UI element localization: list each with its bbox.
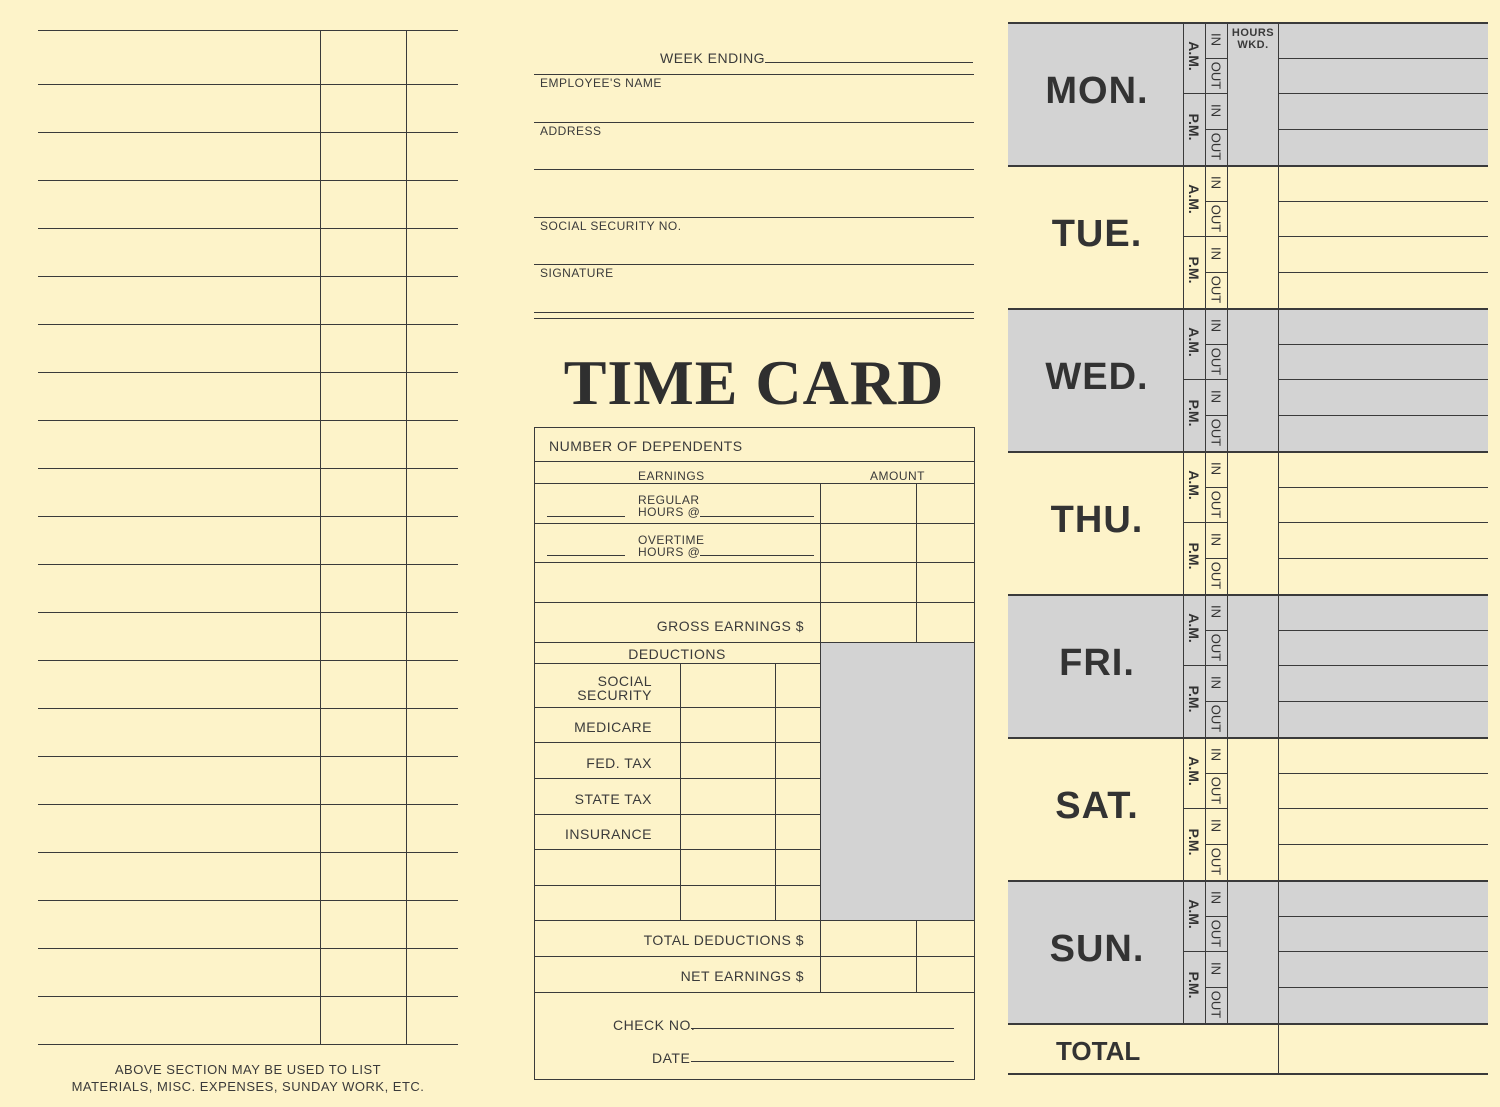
- rule: [534, 814, 821, 815]
- ledger-row[interactable]: [38, 948, 458, 949]
- ledger-row[interactable]: [38, 612, 458, 613]
- in-label: IN: [1208, 33, 1224, 46]
- ledger-row[interactable]: [38, 372, 458, 373]
- week-ending-field[interactable]: [765, 62, 973, 63]
- out-label: OUT: [1208, 847, 1224, 876]
- signature-label: SIGNATURE: [540, 266, 614, 280]
- total-deductions-label: TOTAL DEDUCTIONS $: [643, 932, 804, 948]
- fed-tax-label: FED. TAX: [586, 755, 652, 771]
- time-entry-wed-2[interactable]: [1280, 345, 1486, 379]
- ledger-row[interactable]: [38, 708, 458, 709]
- rule: [534, 602, 974, 603]
- rule: [1008, 1073, 1488, 1075]
- day-label-sat: SAT.: [1055, 785, 1139, 827]
- am-label: A.M.: [1186, 756, 1202, 786]
- signature-field[interactable]: [534, 264, 974, 265]
- time-entry-fri-3[interactable]: [1280, 667, 1486, 701]
- check-no-label: CHECK NO.: [613, 1017, 696, 1033]
- time-entry-tue-2[interactable]: [1280, 202, 1486, 236]
- time-entry-tue-4[interactable]: [1280, 274, 1486, 308]
- out-label: OUT: [1208, 990, 1224, 1019]
- ledger-row[interactable]: [38, 996, 458, 997]
- out-label: OUT: [1208, 275, 1224, 304]
- page-title: TIME CARD: [563, 347, 945, 418]
- entry-rule: [1278, 236, 1488, 237]
- am-label: A.M.: [1186, 41, 1202, 71]
- time-entry-tue-1[interactable]: [1280, 166, 1486, 200]
- rule: [534, 956, 974, 957]
- in-label: IN: [1208, 462, 1224, 475]
- pm-label: P.M.: [1186, 685, 1202, 713]
- out-label: OUT: [1208, 61, 1224, 90]
- am-label: A.M.: [1186, 327, 1202, 357]
- day-label-tue: TUE.: [1051, 213, 1143, 255]
- time-entry-wed-3[interactable]: [1280, 381, 1486, 415]
- time-entry-mon-1[interactable]: [1280, 23, 1486, 57]
- gross-earnings-label: GROSS EARNINGS $: [656, 618, 804, 634]
- column-divider: [1227, 880, 1228, 1023]
- in-label: IN: [1208, 891, 1224, 904]
- entry-rule: [1278, 951, 1488, 952]
- time-entry-thu-1[interactable]: [1280, 452, 1486, 486]
- ledger-row[interactable]: [38, 84, 458, 85]
- entry-rule: [1278, 701, 1488, 702]
- time-entry-thu-2[interactable]: [1280, 488, 1486, 522]
- regular-label: REGULAR: [638, 493, 700, 507]
- out-label: OUT: [1208, 633, 1224, 662]
- in-label: IN: [1208, 962, 1224, 975]
- ledger-row[interactable]: [38, 228, 458, 229]
- rule: [820, 642, 821, 992]
- social-label: SOCIAL: [597, 673, 652, 689]
- ledger-note-line1: ABOVE SECTION MAY BE USED TO LIST: [114, 1062, 382, 1077]
- time-entry-fri-2[interactable]: [1280, 631, 1486, 665]
- out-label: OUT: [1208, 347, 1224, 376]
- hours-header: HOURS: [1231, 27, 1275, 39]
- time-entry-sat-4[interactable]: [1280, 846, 1486, 880]
- in-label: IN: [1208, 104, 1224, 117]
- rule: [534, 707, 821, 708]
- in-label: IN: [1208, 605, 1224, 618]
- ledger-row[interactable]: [38, 852, 458, 853]
- day-label-sun: SUN.: [1049, 928, 1145, 970]
- employee-name-label: EMPLOYEE'S NAME: [540, 76, 662, 90]
- time-entry-sun-2[interactable]: [1280, 917, 1486, 951]
- time-entry-thu-4[interactable]: [1280, 560, 1486, 594]
- ledger-row[interactable]: [38, 900, 458, 901]
- time-entry-wed-1[interactable]: [1280, 309, 1486, 343]
- out-label: OUT: [1208, 418, 1224, 447]
- ledger-column-divider: [320, 30, 321, 1044]
- out-label: OUT: [1208, 776, 1224, 805]
- rule: [534, 885, 821, 886]
- ssn-field[interactable]: [534, 217, 974, 218]
- hours-worked-tue[interactable]: [1229, 167, 1277, 306]
- in-label: IN: [1208, 319, 1224, 332]
- hours-worked-fri[interactable]: [1229, 596, 1277, 735]
- in-label: IN: [1208, 176, 1224, 189]
- net-earnings-label: NET EARNINGS $: [680, 968, 804, 984]
- date-field[interactable]: [691, 1061, 954, 1062]
- column-divider: [1227, 308, 1228, 451]
- time-entry-sun-4[interactable]: [1280, 989, 1486, 1023]
- time-entry-sun-1[interactable]: [1280, 881, 1486, 915]
- time-entry-fri-4[interactable]: [1280, 703, 1486, 737]
- hours-worked-sun[interactable]: [1229, 882, 1277, 1021]
- state-tax-label: STATE TAX: [574, 791, 652, 807]
- rule: [1278, 1022, 1279, 1074]
- out-label: OUT: [1208, 704, 1224, 733]
- ledger-row[interactable]: [38, 324, 458, 325]
- out-label: OUT: [1208, 561, 1224, 590]
- ledger-row[interactable]: [38, 276, 458, 277]
- address-label: ADDRESS: [540, 124, 602, 138]
- address-line-2-field[interactable]: [534, 169, 974, 170]
- ledger-note-line2: MATERIALS, MISC. EXPENSES, SUNDAY WORK, ETC.: [71, 1079, 425, 1094]
- out-label: OUT: [1208, 919, 1224, 948]
- in-label: IN: [1208, 533, 1224, 546]
- divider-line: [534, 312, 974, 313]
- pm-label: P.M.: [1186, 399, 1202, 427]
- out-label: OUT: [1208, 490, 1224, 519]
- ledger-row[interactable]: [38, 468, 458, 469]
- regular-hours-at-label: HOURS @: [638, 505, 701, 519]
- rule: [534, 992, 974, 993]
- am-label: A.M.: [1186, 613, 1202, 643]
- date-label: DATE: [652, 1050, 691, 1066]
- rule: [534, 663, 821, 664]
- column-divider: [1227, 737, 1228, 880]
- hours-worked-thu[interactable]: [1229, 453, 1277, 592]
- column-divider: [1227, 451, 1228, 594]
- rule: [534, 483, 974, 484]
- ledger-row[interactable]: [38, 660, 458, 661]
- time-entry-sun-3[interactable]: [1280, 953, 1486, 987]
- time-entry-sat-2[interactable]: [1280, 774, 1486, 808]
- earnings-header: EARNINGS: [638, 469, 705, 483]
- employee-name-field[interactable]: [534, 74, 974, 75]
- rule: [534, 849, 821, 850]
- in-label: IN: [1208, 819, 1224, 832]
- divider-line: [534, 318, 974, 319]
- amount-header: AMOUNT: [870, 469, 925, 483]
- time-entry-tue-3[interactable]: [1280, 238, 1486, 272]
- day-label-wed: WED.: [1045, 356, 1149, 398]
- rule: [534, 642, 974, 643]
- out-label: OUT: [1208, 132, 1224, 161]
- time-entry-sat-1[interactable]: [1280, 738, 1486, 772]
- wkd-header: WKD.: [1237, 39, 1269, 51]
- hours-worked-sat[interactable]: [1229, 739, 1277, 878]
- time-entry-mon-2[interactable]: [1280, 59, 1486, 93]
- check-no-field[interactable]: [691, 1028, 954, 1029]
- time-entry-thu-3[interactable]: [1280, 524, 1486, 558]
- rule: [534, 742, 821, 743]
- insurance-label: INSURANCE: [565, 826, 652, 842]
- am-label: A.M.: [1186, 184, 1202, 214]
- hours-worked-wed[interactable]: [1229, 310, 1277, 449]
- time-entry-mon-4[interactable]: [1280, 131, 1486, 165]
- medicare-label: MEDICARE: [574, 719, 652, 735]
- entry-rule: [1278, 987, 1488, 988]
- shaded-block: [821, 642, 974, 920]
- time-entry-wed-4[interactable]: [1280, 417, 1486, 451]
- deductions-header: DEDUCTIONS: [628, 646, 726, 662]
- ledger-row[interactable]: [38, 180, 458, 181]
- column-divider: [1227, 165, 1228, 308]
- entry-rule: [1278, 93, 1488, 94]
- entry-rule: [1278, 379, 1488, 380]
- entry-rule: [1278, 129, 1488, 130]
- day-label-mon: MON.: [1045, 70, 1149, 112]
- time-entry-mon-3[interactable]: [1280, 95, 1486, 129]
- rule: [680, 663, 681, 920]
- entry-rule: [1278, 272, 1488, 273]
- overtime-hours-at-label: HOURS @: [638, 545, 701, 559]
- day-rule: [1008, 1023, 1488, 1025]
- rule: [534, 461, 974, 462]
- pm-label: P.M.: [1186, 256, 1202, 284]
- entry-rule: [1278, 558, 1488, 559]
- ledger-row[interactable]: [38, 756, 458, 757]
- overtime-label: OVERTIME: [638, 533, 705, 547]
- in-label: IN: [1208, 676, 1224, 689]
- entry-rule: [1278, 808, 1488, 809]
- in-label: IN: [1208, 247, 1224, 260]
- pm-label: P.M.: [1186, 828, 1202, 856]
- entry-rule: [1278, 665, 1488, 666]
- ledger-row[interactable]: [38, 516, 458, 517]
- total-label: TOTAL: [1056, 1036, 1141, 1066]
- overtime-rate-field[interactable]: [700, 555, 814, 556]
- rule: [775, 663, 776, 920]
- overtime-hours-field[interactable]: [547, 555, 625, 556]
- ledger-row[interactable]: [38, 420, 458, 421]
- out-label: OUT: [1208, 204, 1224, 233]
- day-label-thu: THU.: [1050, 499, 1144, 541]
- entry-rule: [1278, 415, 1488, 416]
- ledger-top-rule: [38, 30, 458, 31]
- rule: [534, 778, 821, 779]
- rule: [534, 920, 974, 921]
- time-entry-sat-3[interactable]: [1280, 810, 1486, 844]
- entry-rule: [1278, 844, 1488, 845]
- pm-label: P.M.: [1186, 971, 1202, 999]
- am-label: A.M.: [1186, 470, 1202, 500]
- regular-rate-field[interactable]: [700, 516, 814, 517]
- pm-label: P.M.: [1186, 113, 1202, 141]
- ledger-row[interactable]: [38, 564, 458, 565]
- rule: [534, 523, 974, 524]
- pm-label: P.M.: [1186, 542, 1202, 570]
- ledger-row[interactable]: [38, 1044, 458, 1045]
- address-field[interactable]: [534, 122, 974, 123]
- ledger-row[interactable]: [38, 132, 458, 133]
- entry-rule: [1278, 522, 1488, 523]
- ledger-column-divider: [406, 30, 407, 1044]
- regular-hours-field[interactable]: [547, 516, 625, 517]
- day-label-fri: FRI.: [1059, 642, 1135, 684]
- dependents-label: NUMBER OF DEPENDENTS: [549, 438, 743, 454]
- ledger-row[interactable]: [38, 804, 458, 805]
- am-label: A.M.: [1186, 899, 1202, 929]
- in-label: IN: [1208, 748, 1224, 761]
- column-divider: [1227, 594, 1228, 737]
- time-entry-fri-1[interactable]: [1280, 595, 1486, 629]
- in-label: IN: [1208, 390, 1224, 403]
- ssn-label: SOCIAL SECURITY NO.: [540, 219, 682, 233]
- rule: [534, 562, 974, 563]
- week-ending-label: WEEK ENDING: [660, 50, 766, 66]
- security-label: SECURITY: [577, 687, 652, 703]
